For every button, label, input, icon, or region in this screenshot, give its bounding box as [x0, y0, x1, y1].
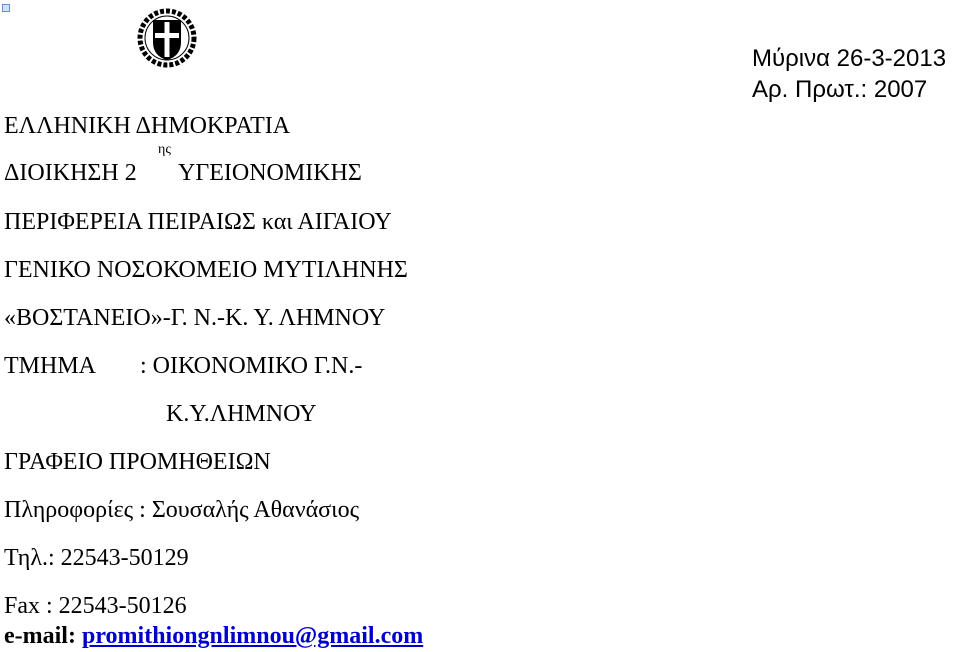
protocol-number: Αρ. Πρωτ.: 2007: [752, 76, 928, 103]
selection-marker: [2, 4, 10, 12]
contact-fax: Fax : 22543-50126: [4, 593, 187, 619]
contact-info: Πληροφορίες : Σουσαλής Αθανάσιος: [4, 497, 360, 523]
org-line-republic: ΕΛΛΗΝΙΚΗ ΔΗΜΟΚΡΑΤΙΑ: [4, 113, 291, 139]
org-line-vostaneio: «ΒΟΣΤΑΝΕΙΟ»-Γ. Ν.-Κ. Υ. ΛΗΜΝΟΥ: [4, 305, 386, 331]
department-value-continued: Κ.Υ.ΛΗΜΝΟΥ: [166, 401, 317, 427]
email-label: e-mail:: [4, 623, 82, 649]
office-name: ΓΡΑΦΕΙΟ ΠΡΟΜΗΘΕΙΩΝ: [4, 449, 271, 475]
org-line-health-region-prefix: ΔΙΟΙΚΗΣΗ 2: [4, 160, 137, 186]
place-date: Μύρινα 26-3-2013: [752, 45, 947, 72]
contact-email-line: [4, 624, 423, 648]
org-line-health-region: [4, 143, 524, 185]
greek-coat-of-arms-icon: [136, 6, 198, 68]
contact-phone: Τηλ.: 22543-50129: [4, 545, 189, 571]
department-label: ΤΜΗΜΑ: [4, 353, 97, 379]
org-line-health-region-suffix: ΥΓΕΙΟΝΟΜΙΚΗΣ: [178, 160, 362, 186]
ordinal-superscript: ης: [158, 142, 171, 157]
department-value: : ΟΙΚΟΝΟΜΙΚΟ Γ.Ν.-: [140, 353, 363, 379]
email-link[interactable]: promithiongnlimnou@gmail.com: [81, 623, 424, 649]
org-line-periphery: ΠΕΡΙΦΕΡΕΙΑ ΠΕΙΡΑΙΩΣ και ΑΙΓΑΙΟΥ: [4, 209, 392, 235]
org-line-hospital: ΓΕΝΙΚΟ ΝΟΣΟΚΟΜΕΙΟ ΜΥΤΙΛΗΝΗΣ: [4, 257, 408, 283]
